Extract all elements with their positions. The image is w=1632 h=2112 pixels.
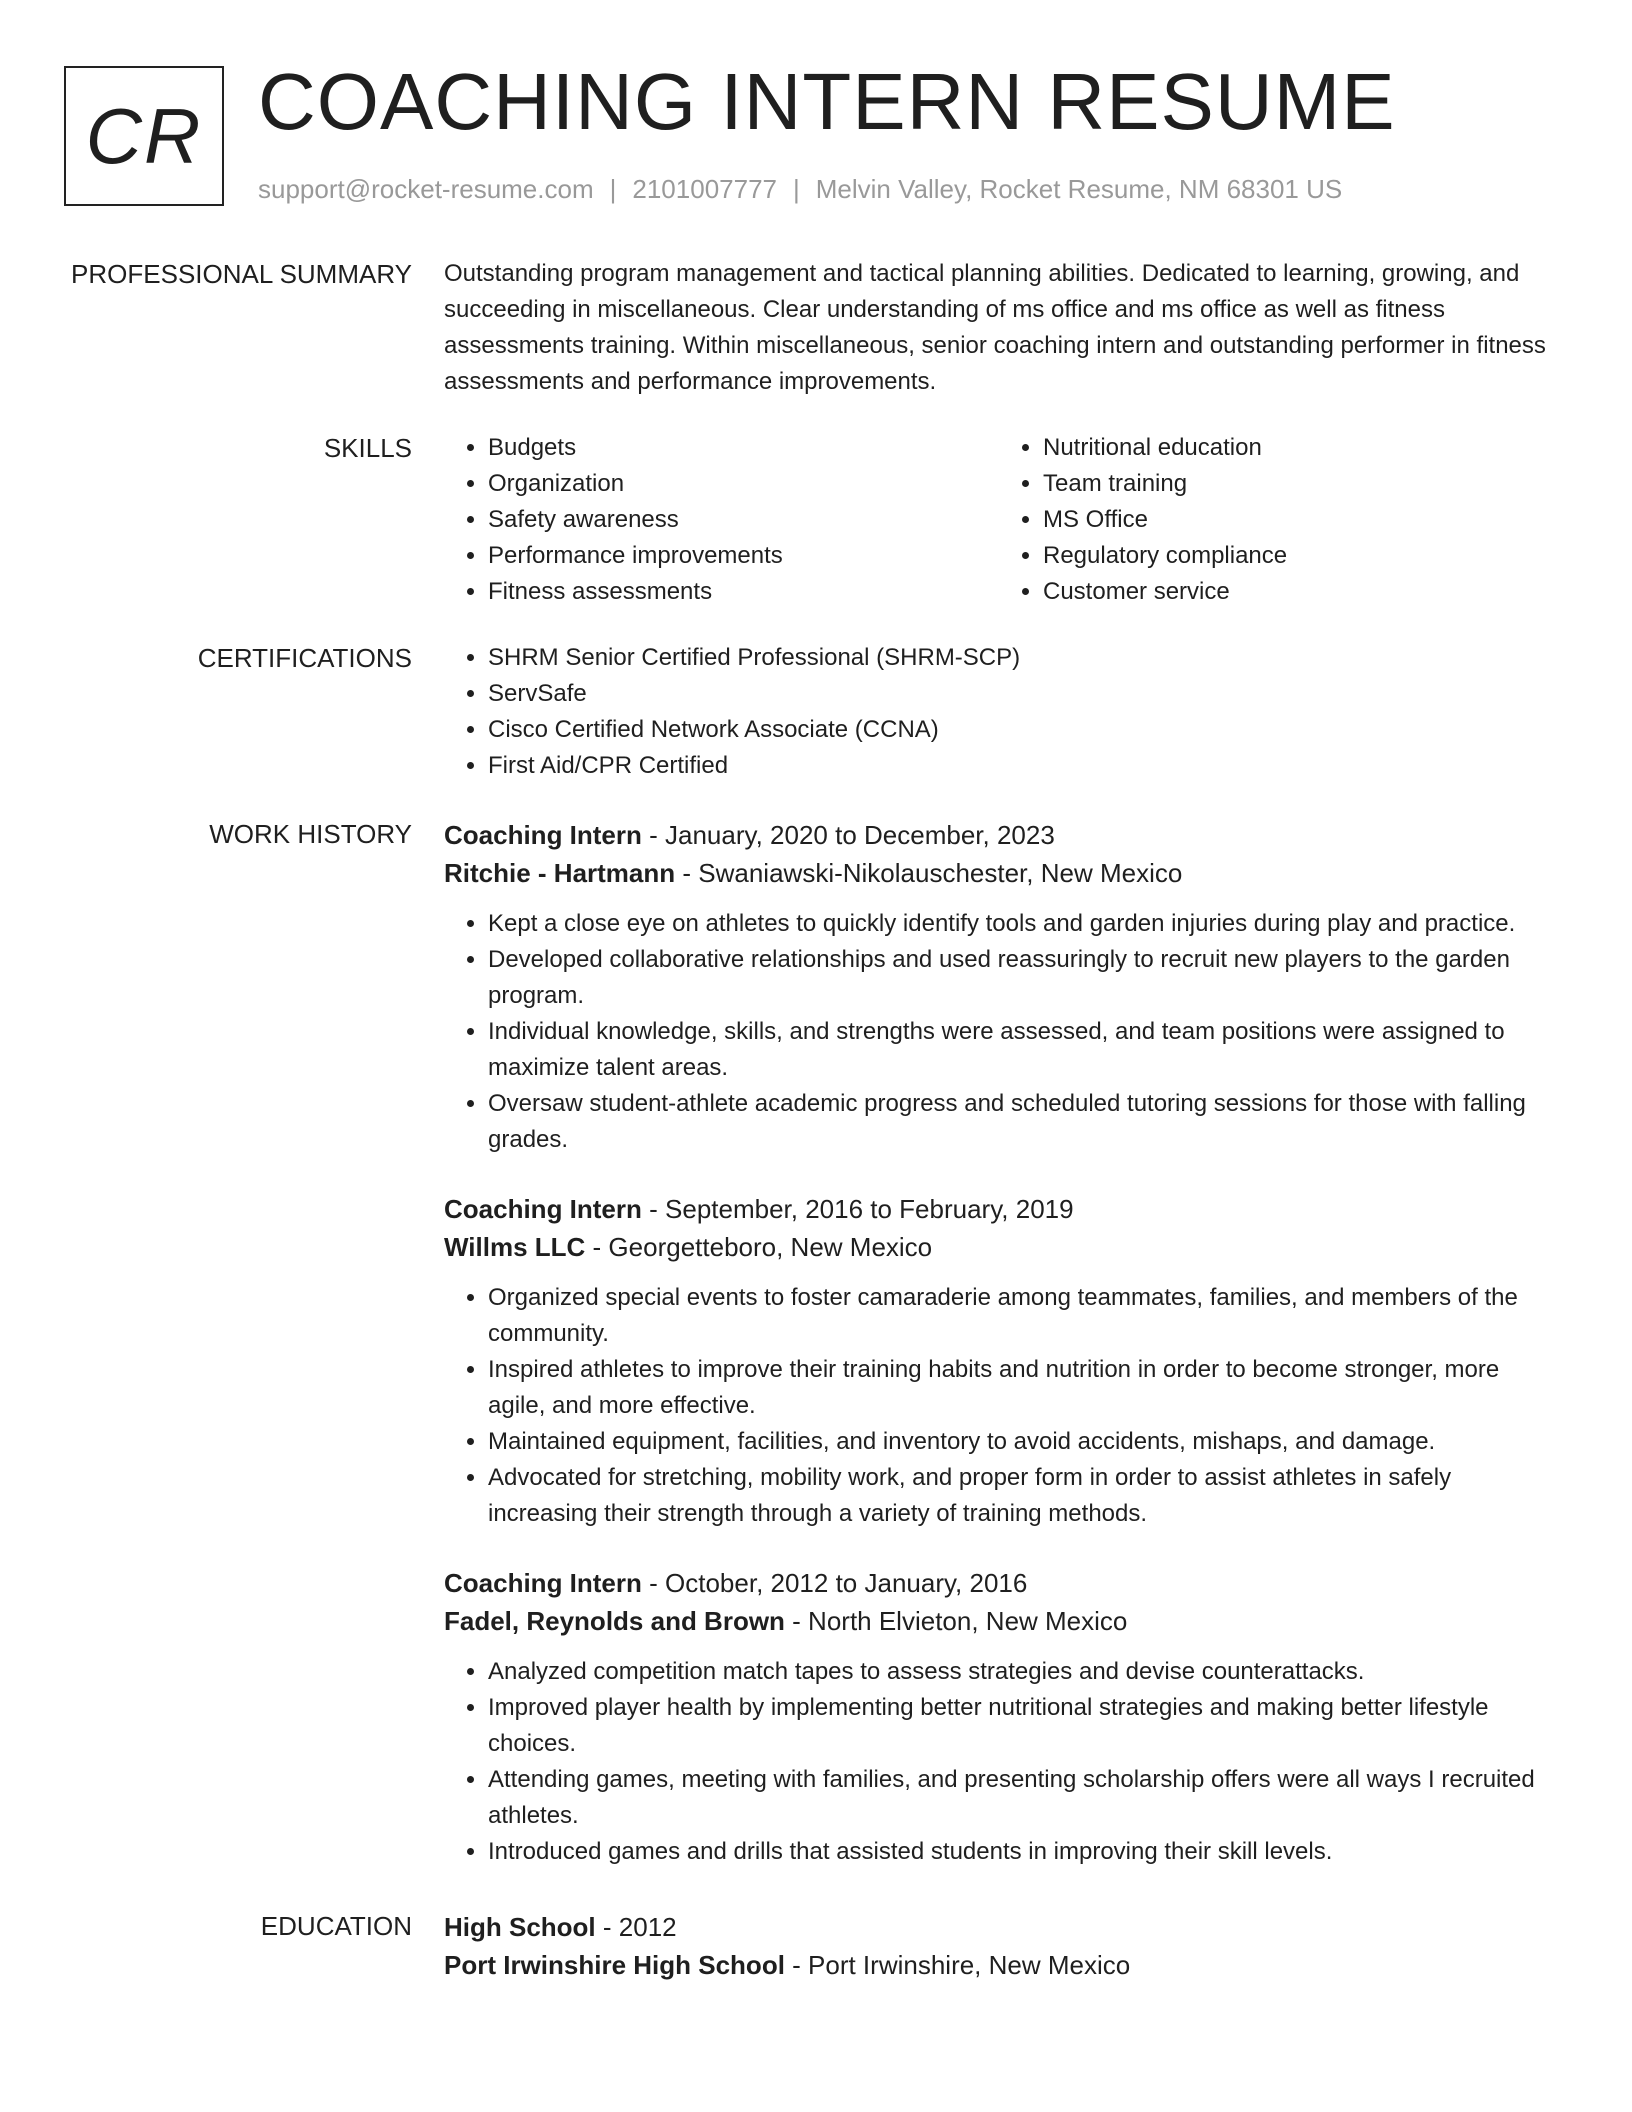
job-bullet: • Organized special events to foster camaraderie among teammates, families, and members of the community.	[488, 1280, 1554, 1352]
skill-item: • Nutritional education	[1043, 430, 1554, 466]
job-bullet: • Advocated for stretching, mobility work, and proper form in order to assist athletes in safely increasing their strength through a variety of training methods.	[488, 1460, 1554, 1532]
education-degree: High School	[444, 1912, 596, 1942]
contact-separator: |	[609, 174, 617, 204]
education-year: - 2012	[595, 1912, 677, 1942]
job-bullet: • Attending games, meeting with families, and presenting scholarship offers were all ways I recruited athletes.	[488, 1762, 1554, 1834]
skills-column-1	[444, 430, 999, 610]
job-location: - Georgetteboro, New Mexico	[585, 1232, 933, 1262]
skill-item: • Regulatory compliance	[1043, 538, 1554, 574]
education-label: EDUCATION	[260, 1911, 412, 1941]
work-history-label: WORK HISTORY	[209, 819, 412, 849]
job-bullets	[444, 1654, 1554, 1870]
skill-item: • Safety awareness	[488, 502, 999, 538]
job-dates: - October, 2012 to January, 2016	[641, 1568, 1028, 1598]
certifications-list	[444, 640, 1554, 784]
job-bullet: • Oversaw student-athlete academic progress and scheduled tutoring sessions for those with falling grades.	[488, 1086, 1554, 1158]
skills-section	[0, 430, 1632, 610]
contact-phone: 2101007777	[632, 174, 777, 204]
certifications-section	[0, 640, 1632, 784]
certification-item: • ServSafe	[488, 676, 1554, 712]
skills-grid	[444, 430, 1554, 610]
job-title-line	[444, 816, 1554, 854]
job-bullets	[444, 906, 1554, 1158]
education-school-line	[444, 1946, 1554, 1984]
job-company-line	[444, 854, 1554, 892]
skill-item: • Performance improvements	[488, 538, 999, 574]
education-section	[0, 1908, 1632, 1984]
skill-item: • MS Office	[1043, 502, 1554, 538]
summary-text: Outstanding program management and tactical planning abilities. Dedicated to learning, growing, and succeeding in miscellaneous. Clear understanding of ms office and ms office as well as fitness assessments training. Within miscellaneous, senior coaching intern and outstanding performer in fitness assessments and performance improvements.	[444, 260, 1546, 395]
contact-separator: |	[793, 174, 800, 204]
contact-line	[258, 174, 1342, 205]
summary-section	[0, 256, 1632, 400]
job-dates: - January, 2020 to December, 2023	[641, 820, 1055, 850]
skills-label: SKILLS	[323, 433, 412, 463]
job-location: - Swaniawski-Nikolauschester, New Mexico	[675, 858, 1183, 888]
job-entry	[444, 1190, 1554, 1532]
contact-address: Melvin Valley, Rocket Resume, NM 68301 US	[815, 174, 1343, 204]
education-school: Port Irwinshire High School	[444, 1950, 785, 1980]
job-title: Coaching Intern	[444, 1568, 642, 1598]
job-bullet: • Individual knowledge, skills, and strengths were assessed, and team positions were assigned to maximize talent areas.	[488, 1014, 1554, 1086]
job-company: Fadel, Reynolds and Brown	[444, 1606, 785, 1636]
certifications-body	[444, 640, 1554, 784]
job-entry	[444, 1564, 1554, 1870]
job-bullet: • Analyzed competition match tapes to assess strategies and devise counterattacks.	[488, 1654, 1554, 1690]
job-dates: - September, 2016 to February, 2019	[641, 1194, 1074, 1224]
certification-item: • Cisco Certified Network Associate (CCNA)	[488, 712, 1554, 748]
job-bullet: • Developed collaborative relationships and used reassuringly to recruit new players to the garden program.	[488, 942, 1554, 1014]
job-title-line	[444, 1564, 1554, 1602]
work-history-section	[0, 816, 1632, 1902]
job-company-line	[444, 1228, 1554, 1266]
skill-item: • Team training	[1043, 466, 1554, 502]
job-bullet: • Inspired athletes to improve their training habits and nutrition in order to become stronger, more agile, and more effective.	[488, 1352, 1554, 1424]
education-location: - Port Irwinshire, New Mexico	[784, 1950, 1131, 1980]
certification-item: • SHRM Senior Certified Professional (SHRM-SCP)	[488, 640, 1554, 676]
job-bullet: • Introduced games and drills that assisted students in improving their skill levels.	[488, 1834, 1554, 1870]
education-body	[444, 1908, 1554, 1984]
job-company-line	[444, 1602, 1554, 1640]
job-bullet: • Maintained equipment, facilities, and inventory to avoid accidents, mishaps, and damage.	[488, 1424, 1554, 1460]
job-title-line	[444, 1190, 1554, 1228]
education-degree-line	[444, 1908, 1554, 1946]
work-history-body	[444, 816, 1554, 1902]
summary-label: PROFESSIONAL SUMMARY	[71, 259, 412, 289]
job-title: Coaching Intern	[444, 1194, 642, 1224]
job-location: - North Elvieton, New Mexico	[784, 1606, 1128, 1636]
job-bullets	[444, 1280, 1554, 1532]
skill-item: • Budgets	[488, 430, 999, 466]
contact-email: support@rocket-resume.com	[258, 174, 594, 204]
job-company: Ritchie - Hartmann	[444, 858, 676, 888]
job-bullet: • Improved player health by implementing better nutritional strategies and making better lifestyle choices.	[488, 1690, 1554, 1762]
job-entry	[444, 816, 1554, 1158]
job-company: Willms LLC	[444, 1232, 586, 1262]
certification-item: • First Aid/CPR Certified	[488, 748, 1554, 784]
skill-item: • Fitness assessments	[488, 574, 999, 610]
monogram-logo: CR	[64, 66, 224, 206]
skill-item: • Organization	[488, 466, 999, 502]
page-title: COACHING INTERN RESUME	[258, 57, 1396, 146]
job-bullet: • Kept a close eye on athletes to quickly identify tools and garden injuries during play and practice.	[488, 906, 1554, 942]
job-title: Coaching Intern	[444, 820, 642, 850]
skills-column-2	[999, 430, 1554, 610]
skill-item: • Customer service	[1043, 574, 1554, 610]
certifications-label: CERTIFICATIONS	[197, 643, 412, 673]
